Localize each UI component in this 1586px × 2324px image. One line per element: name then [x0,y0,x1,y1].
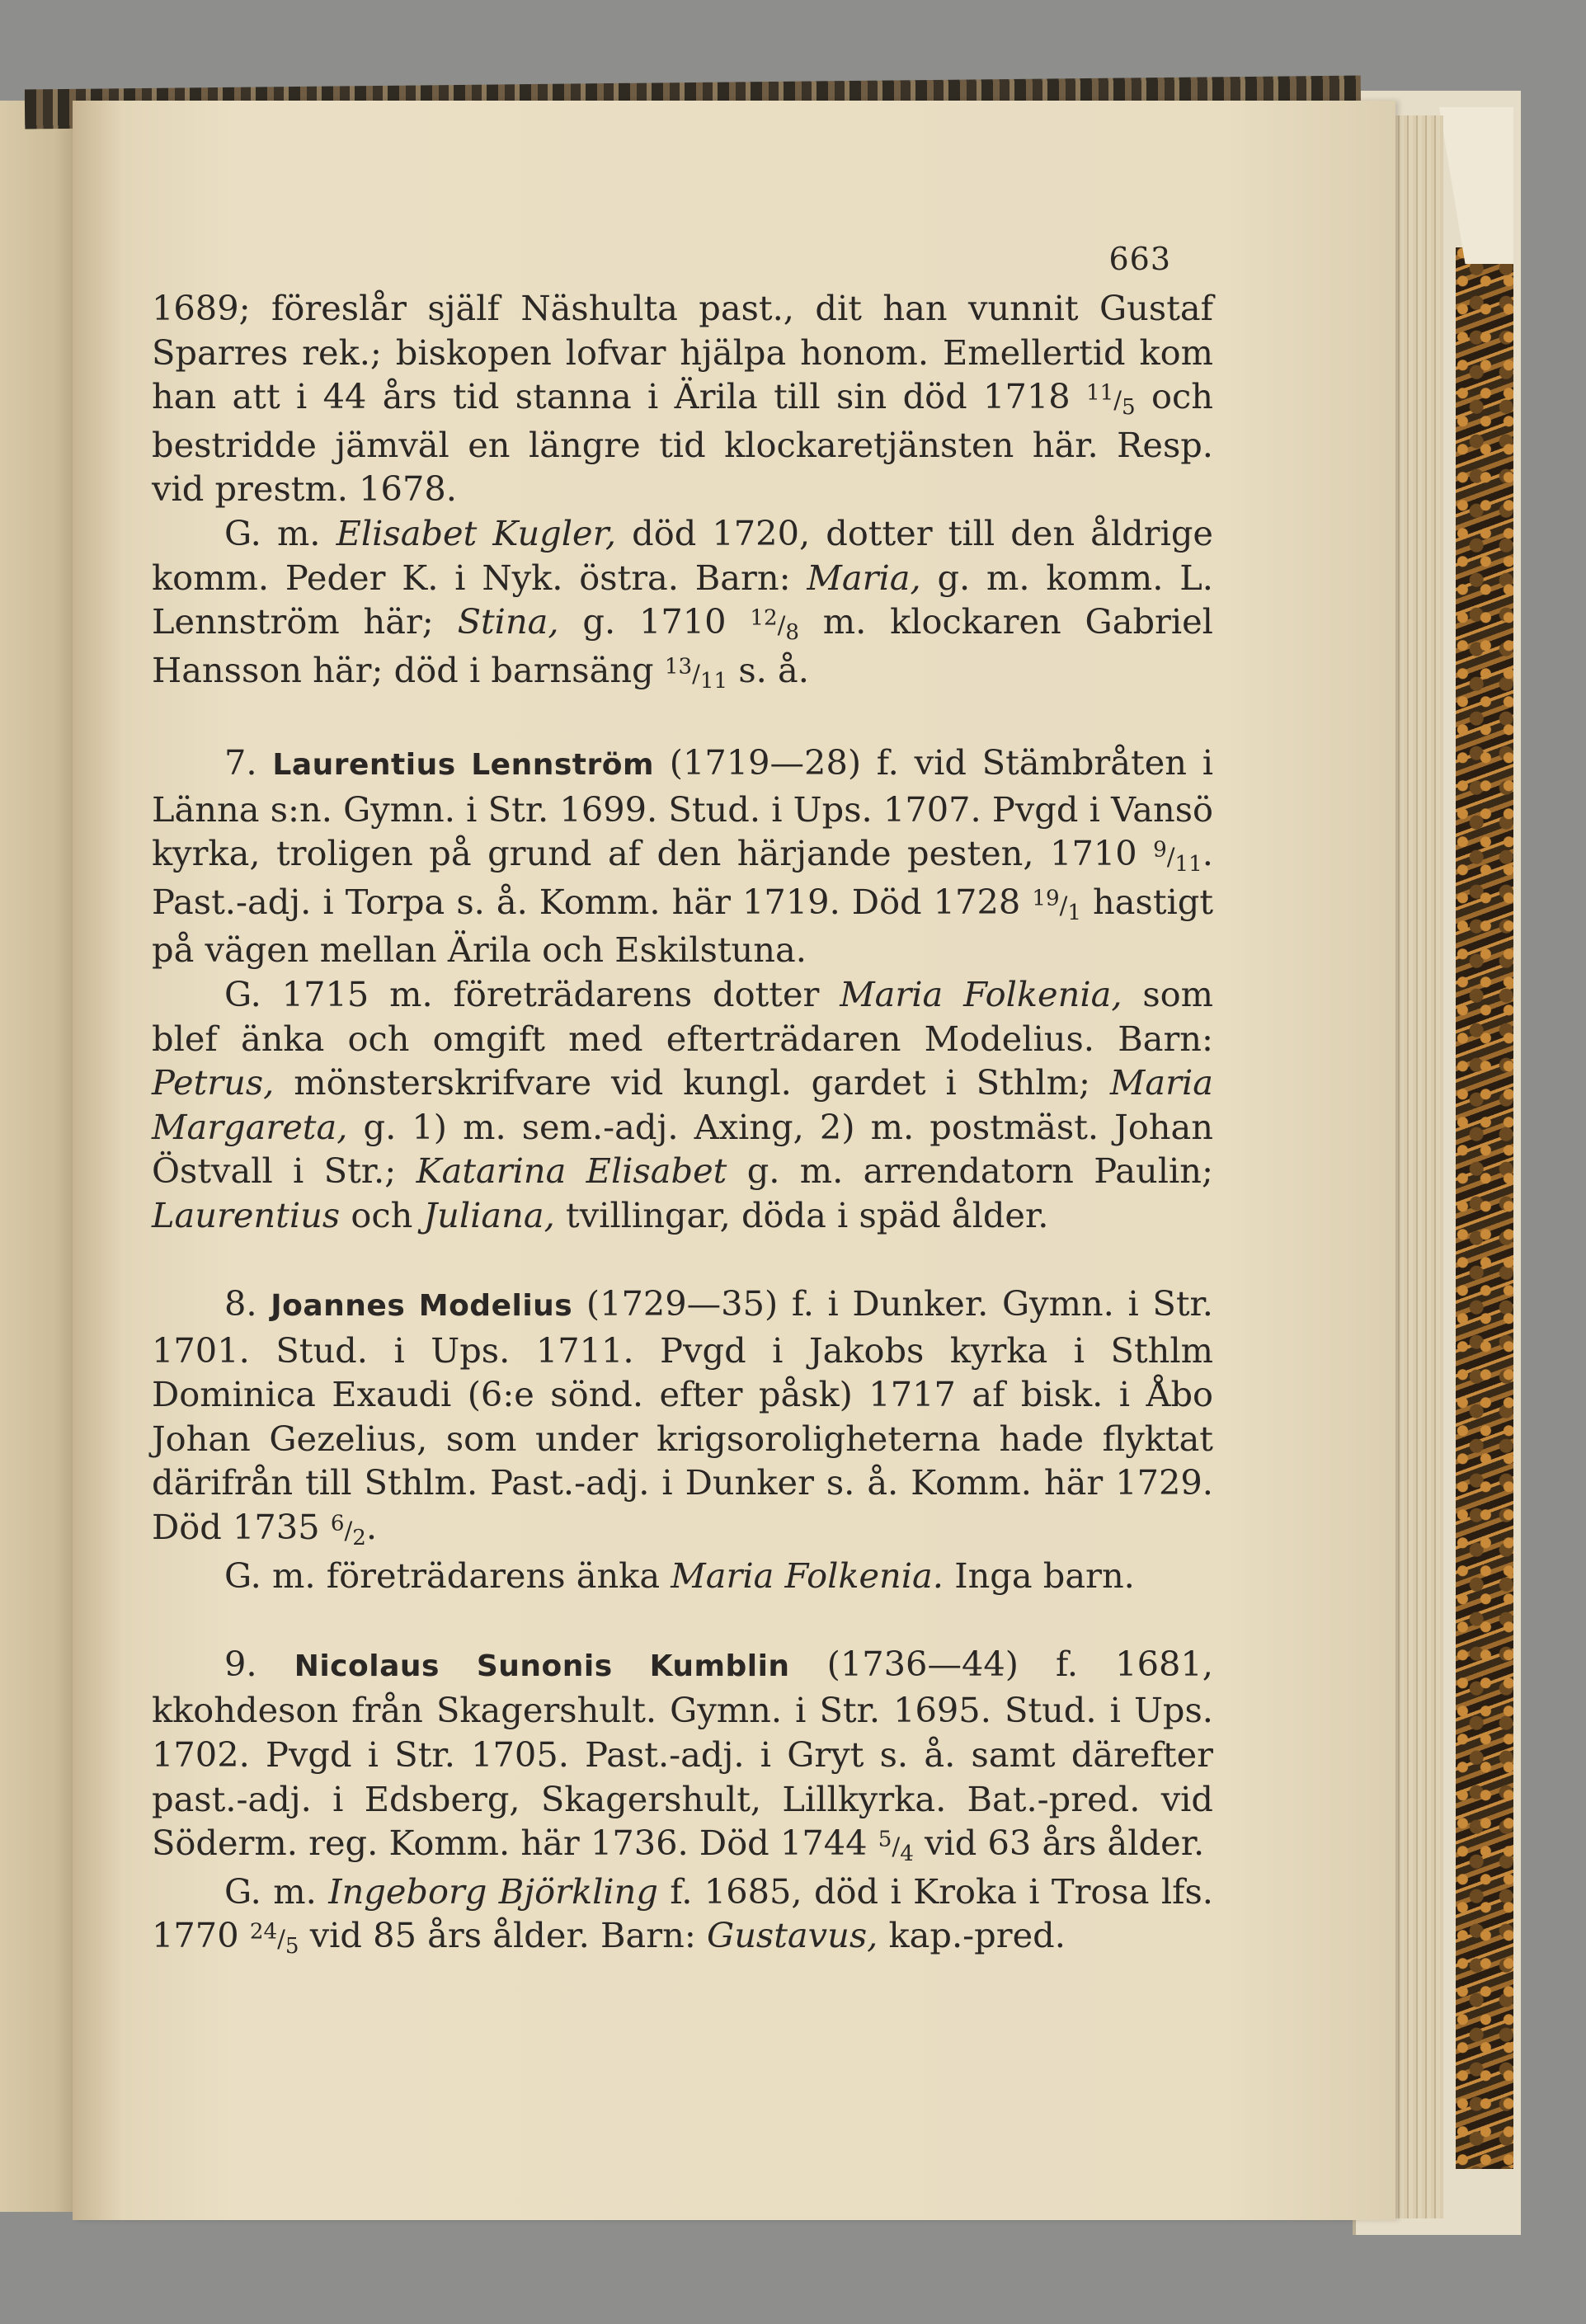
book-page [73,101,1395,2220]
entry-7: 7. Laurentius Lennström (1719—28) f. vid Stämbråten i Länna s:n. Gymn. i Str. 1699. Stud. i Ups. 1707. Pvgd i Vansö kyrka, troligen på grund af den härjande pesten, 1710 $^9/_{11}$. Past.-adj. i Torpa s. å. Komm. här 1719. Död 1728 $^{19}/_1$ hastigt på vägen mellan Ärila och Eskilstuna. [152,741,1214,971]
entry-8: 8. Joannes Modelius (1729—35) f. i Dunker. Gymn. i Str. 1701. Stud. i Ups. 1711. Pvgd i Jakobs kyrka i Sthlm Dominica Exaudi (6:e sönd. efter påsk) 1717 af bisk. i Åbo Johan Gezelius, som under krigsoroligheterna hade flyktat därifrån till Sthlm. Past.-adj. i Dunker s. å. Komm. här 1729. Död 1735 $^6/_2$. [152,1283,1213,1550]
page-number: 663 [1108,241,1171,277]
entry-8-name: Joannes Modelius [271,1289,573,1324]
paragraph-marriage-1: G. m. Elisabet Kugler, död 1720, dotter till den åldrige komm. Peder K. i Nyk. östra. Barn: Maria, g. m. komm. L. Lennström här; Stina, g. 1710 $^{12}/_8$ m. klockaren Gabriel Hansson här; död i barnsäng $^{13}/_{11}$ s. å. [152,512,1213,694]
left-page-edge [0,101,78,2212]
entry-8-marriage: G. m. företrädarens änka Maria Folkenia. Inga barn. [224,1555,1135,1596]
entry-9-name: Nicolaus Sunonis Kumblin [294,1649,790,1683]
entry-7-name: Laurentius Lennström [272,747,654,782]
entry-7-marriage: G. 1715 m. företrädarens dotter Maria Folkenia, som blef änka och omgift med efterträdaren Modelius. Barn: Petrus, mönsterskrifvare vid kungl. gardet i Sthlm; Maria Margareta, g. 1) m. sem.-adj. Axing, 2) m. postmäst. Johan Östvall i Str.; Katarina Elisabet g. m. arrendatorn Paulin; Laurentius och Juliana, tvillingar, döda i späd ålder. [152,973,1214,1235]
cover-marble-pattern [1456,247,1513,2169]
text-column [152,286,1213,1962]
entry-9-marriage: G. m. Ingeborg Björkling f. 1685, död i Kroka i Trosa lfs. 1770 $^{24}/_5$ vid 85 års ålder. Barn: Gustavus, kap.-pred. [152,1870,1213,1959]
paragraph-continuation: 1689; föreslår själf Näshulta past., dit han vunnit Gustaf Sparres rek.; biskopen lofvar hjälpa honom. Emellertid kom han att i 44 års tid stanna i Ärila till sin död 1718 $^{11}/_5$ och bestridde jämväl en längre tid klockaretjänsten här. Resp. vid prestm. 1678. [152,288,1213,510]
entry-9: 9. Nicolaus Sunonis Kumblin (1736—44) f. 1681, kkohdeson från Skagershult. Gymn. i Str. 1695. Stud. i Ups. 1702. Pvgd i Str. 1705. Past.-adj. i Gryt s. å. samt därefter past.-adj. i Edsberg, Skagershult, Lillkyrka. Bat.-pred. vid Söderm. reg. Komm. här 1736. Död 1744 $^5/_4$ vid 63 års ålder. [152,1643,1213,1866]
